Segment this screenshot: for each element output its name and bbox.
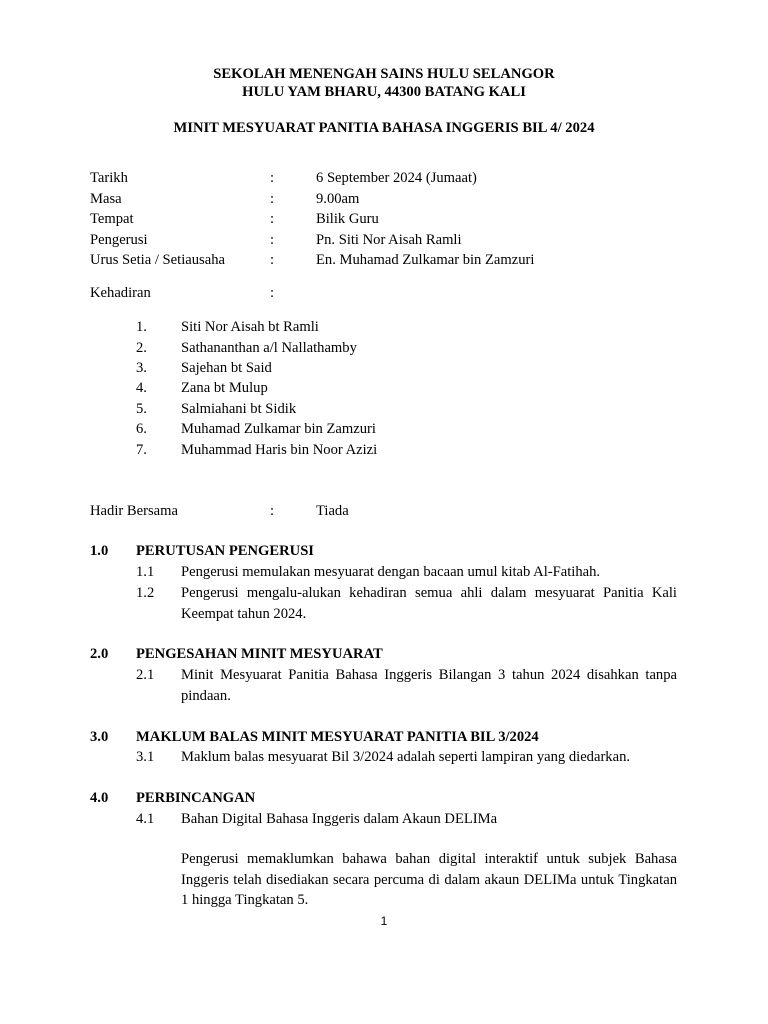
section-number: 3.0: [90, 729, 109, 745]
section-number: 2.0: [90, 646, 109, 662]
section-heading: PENGESAHAN MINIT MESYUARAT: [136, 646, 383, 662]
list-item-name: Zana bt Mulup: [181, 380, 268, 396]
list-item-name: Salmiahani bt Sidik: [181, 400, 297, 417]
item-text: Maklum balas mesyuarat Bil 3/2024 adalah seperti lampiran yang diedarkan.: [181, 749, 631, 765]
attendance-label: Kehadiran: [90, 285, 151, 301]
list-item-number: 2.: [136, 339, 147, 356]
section-heading: PERUTUSAN PENGERUSI: [136, 543, 314, 559]
school-address: HULU YAM BHARU, 44300 BATANG KALI: [242, 84, 526, 100]
attendance-separator: :: [270, 285, 275, 301]
detail-label: Masa: [90, 190, 122, 207]
school-name: SEKOLAH MENENGAH SAINS HULU SELANGOR: [213, 66, 555, 82]
guests-value: Tiada: [316, 503, 349, 519]
item-number: 4.1: [136, 811, 155, 827]
item-text: Minit Mesyuarat Panitia Bahasa Inggeris Bilangan 3 tahun 2024 disahkan tanpa pindaan.: [181, 667, 677, 704]
detail-label: Tempat: [90, 211, 134, 227]
guests-separator: :: [270, 503, 275, 519]
document-title: MINIT MESYUARAT PANITIA BAHASA INGGERIS BIL 4/ 2024: [173, 120, 595, 136]
detail-separator: :: [270, 170, 275, 186]
list-item-name: Sajehan bt Said: [181, 360, 272, 376]
detail-value: 9.00am: [316, 190, 360, 207]
list-item-name: Muhammad Haris bin Noor Azizi: [181, 441, 378, 458]
item-text: Pengerusi mengalu-alukan kehadiran semua ahli dalam mesyuarat Panitia Kali Keempat tahun 2024.: [181, 585, 677, 622]
detail-label: Tarikh: [90, 170, 128, 186]
detail-separator: :: [270, 190, 275, 207]
list-item-number: 3.: [136, 360, 147, 376]
discussion-paragraph: Pengerusi memaklumkan bahawa bahan digital interaktif untuk subjek Bahasa Inggeris telah disediakan secara percuma di dalam akaun DELIMa untuk Tingkatan 1 hingga Tingkatan 5.: [181, 851, 677, 908]
detail-value: Pn. Siti Nor Aisah Ramli: [316, 231, 462, 248]
list-item-name: Siti Nor Aisah bt Ramli: [181, 319, 319, 335]
section-heading: PERBINCANGAN: [136, 790, 256, 806]
detail-separator: :: [270, 231, 275, 248]
detail-label: Urus Setia / Setiausaha: [90, 252, 225, 268]
guests-label: Hadir Bersama: [90, 503, 178, 519]
item-text: Bahan Digital Bahasa Inggeris dalam Akaun DELIMa: [181, 811, 498, 827]
item-number: 1.2: [136, 585, 155, 601]
item-number: 3.1: [136, 749, 155, 765]
detail-value: Bilik Guru: [316, 211, 379, 227]
section-number: 4.0: [90, 790, 109, 806]
list-item-number: 5.: [136, 400, 147, 417]
list-item-number: 7.: [136, 441, 147, 458]
list-item-name: Sathananthan a/l Nallathamby: [181, 339, 357, 356]
item-number: 1.1: [136, 564, 155, 580]
item-text: Pengerusi memulakan mesyuarat dengan bacaan umul kitab Al-Fatihah.: [181, 564, 601, 580]
page-number: 1: [380, 914, 388, 928]
list-item-number: 1.: [136, 319, 147, 335]
detail-value: 6 September 2024 (Jumaat): [316, 170, 477, 186]
section-heading: MAKLUM BALAS MINIT MESYUARAT PANITIA BIL 3/2024: [136, 729, 539, 745]
detail-separator: :: [270, 252, 275, 268]
list-item-number: 4.: [136, 380, 147, 396]
detail-separator: :: [270, 211, 275, 227]
detail-value: En. Muhamad Zulkamar bin Zamzuri: [316, 252, 535, 268]
detail-label: Pengerusi: [90, 231, 148, 248]
section-number: 1.0: [90, 543, 109, 559]
list-item-number: 6.: [136, 421, 147, 437]
item-number: 2.1: [136, 667, 155, 683]
list-item-name: Muhamad Zulkamar bin Zamzuri: [181, 421, 376, 437]
